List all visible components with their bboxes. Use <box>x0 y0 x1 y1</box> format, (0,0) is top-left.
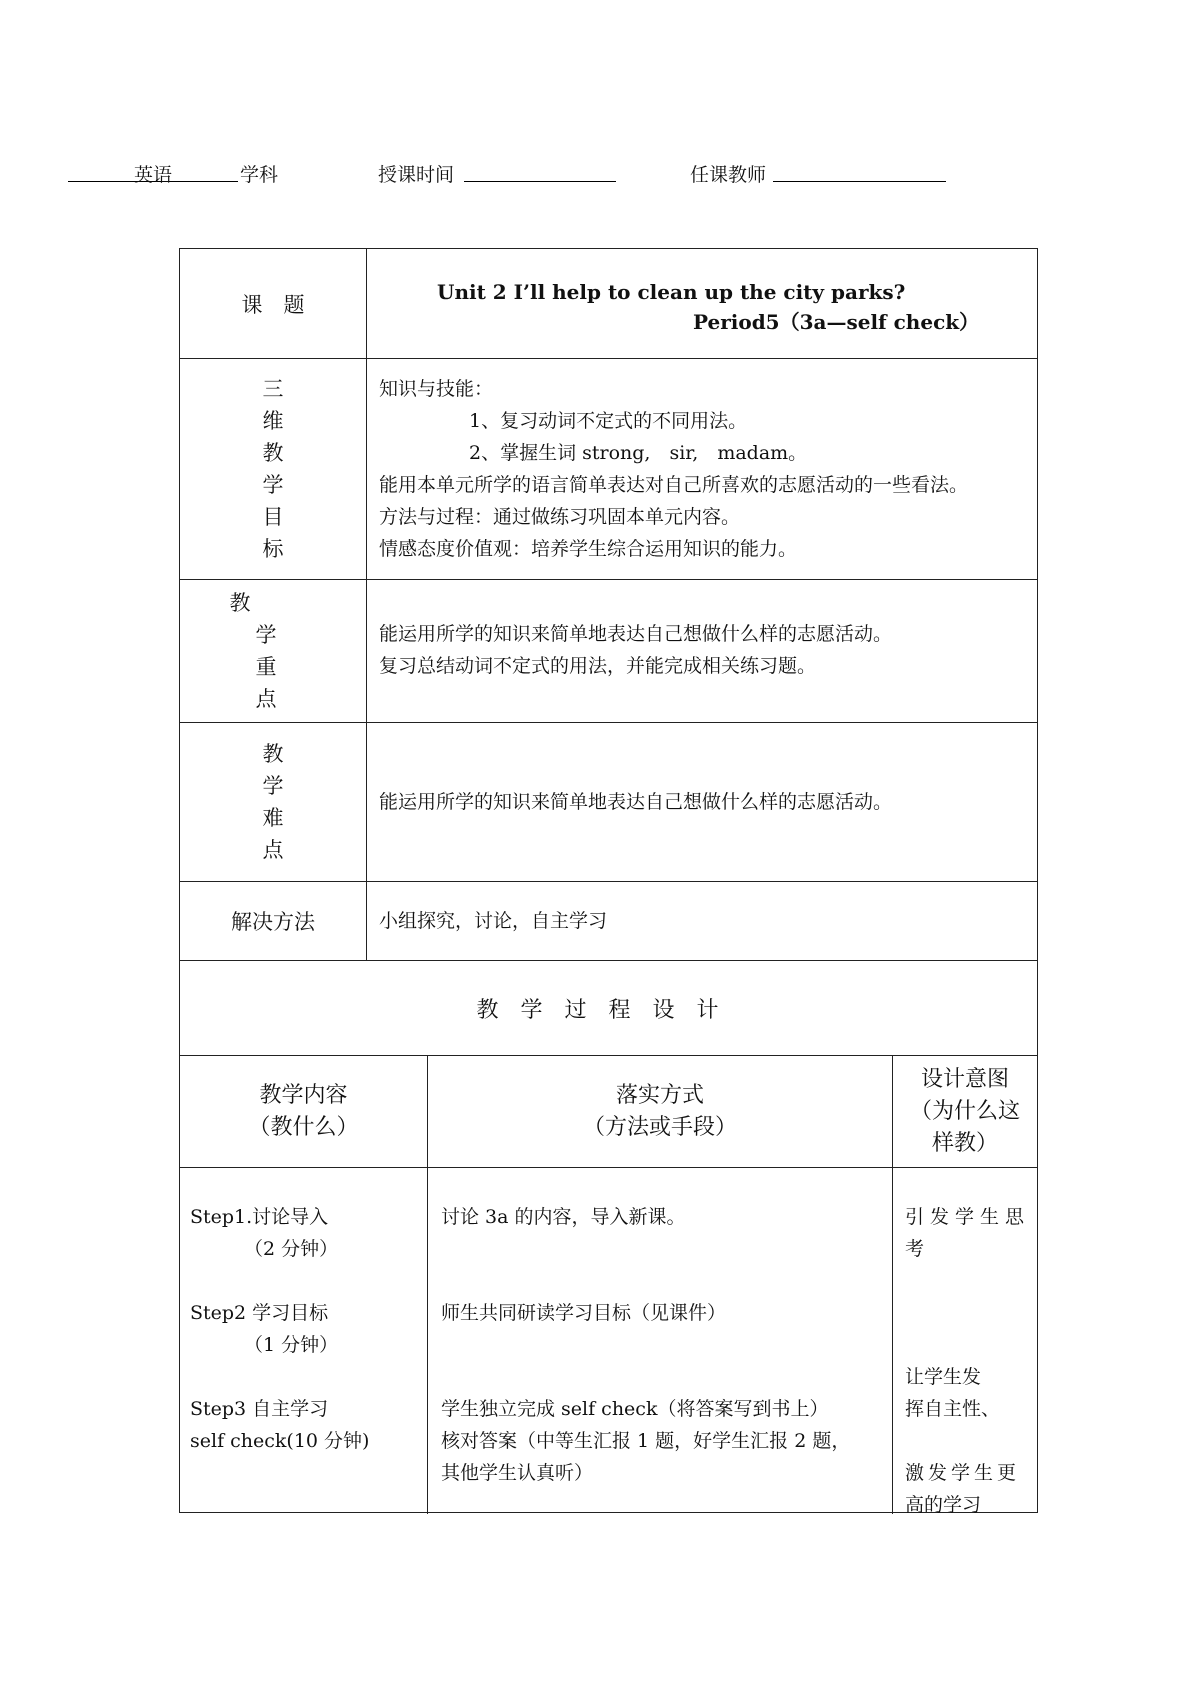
steps-intent-col <box>905 1168 1037 1514</box>
process-title: 教学过程设计 <box>476 997 741 1023</box>
difficulties-row <box>180 723 1037 882</box>
objective-line: 1、复习动词不定式的不同用法。 <box>469 410 748 432</box>
step-intent: 挥自主性、 <box>905 1398 1001 1420</box>
step-method: 核对答案（中等生汇报 1 题，好学生汇报 2 题， <box>441 1430 851 1452</box>
objective-line: 知识与技能： <box>379 378 494 400</box>
step-title: Step2 学习目标 <box>190 1302 329 1324</box>
teacher-blank <box>773 160 946 182</box>
key-points-content <box>367 580 1037 722</box>
topic-label: 课 题 <box>241 292 305 317</box>
subject-value: 英语 <box>134 164 173 186</box>
objective-line: 2、掌握生词 strong, sir, madam。 <box>469 442 808 464</box>
lesson-plan-table <box>179 248 1038 1516</box>
process-header-row <box>180 1056 1037 1168</box>
step-method: 学生独立完成 self check（将答案写到书上） <box>441 1398 829 1420</box>
step-method: 其他学生认真听） <box>441 1462 594 1484</box>
column-head-content: 教学内容 （教什么） <box>248 1082 359 1140</box>
column-head-intent: 设计意图 （为什么这 样教） <box>909 1066 1020 1156</box>
step-method: 师生共同研读学习目标（见课件） <box>441 1302 727 1324</box>
objective-line: 能用本单元所学的语言简单表达对自己所喜欢的志愿活动的一些看法。 <box>379 474 969 496</box>
step-duration: self check(10 分钟) <box>190 1430 370 1452</box>
step-intent <box>905 1425 1037 1457</box>
step-intent: 激发学生更 <box>905 1462 1021 1484</box>
key-points-label: 教 学 重 点 <box>229 591 277 711</box>
step-intent: 引发学生思 <box>905 1206 1031 1228</box>
step-duration: （2 分钟） <box>244 1238 339 1260</box>
steps-method-col <box>441 1168 891 1514</box>
process-title-row <box>180 961 1037 1056</box>
topic-title-line2: Period5（3a—self check） <box>693 310 980 334</box>
topic-row <box>180 249 1037 359</box>
key-point-line: 复习总结动词不定式的用法，并能完成相关练习题。 <box>379 655 817 677</box>
teacher-label: 任课教师 <box>690 164 767 186</box>
objectives-content <box>367 359 1037 579</box>
methods-content: 小组探究，讨论，自主学习 <box>379 910 608 932</box>
process-steps-row <box>180 1168 1037 1514</box>
methods-row <box>180 882 1037 961</box>
objectives-label: 三 维 教 学 目 标 <box>262 377 284 561</box>
step-duration: （1 分钟） <box>244 1334 339 1356</box>
step-title: Step1.讨论导入 <box>190 1206 329 1228</box>
difficulties-label: 教 学 难 点 <box>262 742 284 862</box>
step-method: 讨论 3a 的内容，导入新课。 <box>441 1206 686 1228</box>
objectives-row <box>180 359 1037 580</box>
date-blank <box>464 160 616 182</box>
methods-label: 解决方法 <box>231 910 315 934</box>
step-intent: 考 <box>905 1238 925 1260</box>
steps-content-col <box>190 1168 427 1514</box>
step-intent: 高的学习 <box>905 1494 982 1516</box>
key-points-row <box>180 580 1037 723</box>
key-point-line: 能运用所学的知识来简单地表达自己想做什么样的志愿活动。 <box>379 623 893 645</box>
step-intent: 让学生发 <box>905 1366 982 1388</box>
date-label: 授课时间 <box>378 164 455 186</box>
topic-title <box>367 249 1037 358</box>
subject-label: 学科 <box>240 164 279 186</box>
objective-line: 方法与过程：通过做练习巩固本单元内容。 <box>379 506 741 528</box>
step-title: Step3 自主学习 <box>190 1398 329 1420</box>
topic-title-line1: Unit 2 I’ll help to clean up the city parks? <box>437 280 906 304</box>
difficulties-content: 能运用所学的知识来简单地表达自己想做什么样的志愿活动。 <box>379 791 893 813</box>
objective-line: 情感态度价值观：培养学生综合运用知识的能力。 <box>379 538 798 560</box>
column-head-method: 落实方式 （方法或手段） <box>582 1082 737 1140</box>
